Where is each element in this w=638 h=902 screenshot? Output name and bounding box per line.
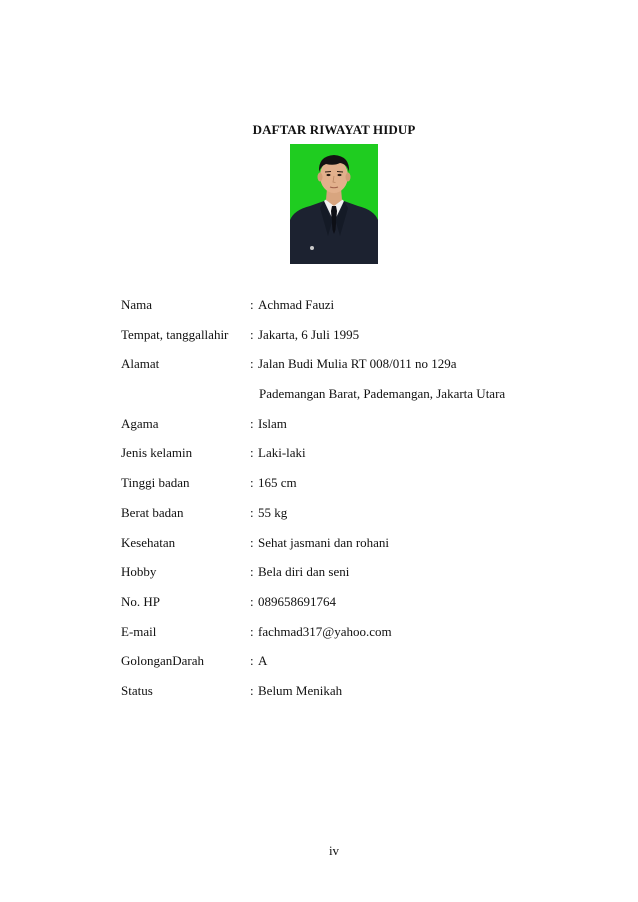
field-row-tinggi-badan [121, 468, 601, 498]
field-value: Jalan Budi Mulia RT 008/011 no 129a [258, 356, 457, 372]
field-label: GolonganDarah [121, 653, 205, 669]
biodata-list [121, 290, 601, 706]
field-row-berat-badan [121, 498, 601, 528]
profile-photo [290, 144, 378, 264]
field-row-status [121, 676, 601, 706]
field-row-nama [121, 290, 601, 320]
field-separator: : [250, 297, 254, 312]
field-separator: : [250, 653, 254, 669]
field-separator: : [250, 593, 254, 609]
field-row-kesehatan [121, 528, 601, 558]
page-number: iv [328, 843, 340, 858]
field-label: Berat badan [121, 504, 184, 520]
field-separator: : [250, 415, 254, 431]
person-portrait-icon [290, 144, 378, 264]
field-separator: : [250, 534, 254, 550]
field-label: Kesehatan [121, 534, 176, 550]
field-value: Sehat jasmani dan rohani [258, 534, 390, 550]
field-label: Tinggi badan [121, 475, 190, 491]
field-row-tempat-tanggal-lahir [121, 320, 601, 350]
field-value: 55 kg [258, 504, 288, 520]
field-separator: : [250, 356, 254, 372]
field-label: Alamat [121, 356, 160, 372]
field-label: Status [121, 682, 153, 698]
field-value: Bela diri dan seni [258, 564, 350, 580]
field-value: Belum Menikah [258, 682, 343, 698]
document-title: DAFTAR RIWAYAT HIDUP [252, 122, 416, 137]
field-row-alamat [121, 349, 601, 379]
field-separator: : [250, 326, 254, 342]
field-value: fachmad317@yahoo.com [258, 623, 392, 639]
field-value: Jakarta, 6 Juli 1995 [258, 326, 360, 342]
field-label: No. HP [121, 593, 161, 609]
field-value: 165 cm [258, 475, 297, 491]
field-row-jenis-kelamin [121, 438, 601, 468]
field-value: 089658691764 [258, 593, 336, 609]
field-row-hobby [121, 557, 601, 587]
field-label: Jenis kelamin [121, 445, 193, 461]
field-separator: : [250, 475, 254, 491]
field-label: Nama [121, 297, 153, 312]
field-separator: : [250, 623, 254, 639]
field-row-no-hp [121, 587, 601, 617]
field-row-email [121, 617, 601, 647]
field-row-agama [121, 409, 601, 439]
field-separator: : [250, 682, 254, 698]
field-label: Hobby [121, 564, 157, 580]
field-value: Achmad Fauzi [258, 297, 335, 312]
field-label: Tempat, tanggallahir [121, 326, 229, 342]
field-row-alamat-continuation [121, 379, 601, 409]
field-row-golongan-darah [121, 646, 601, 676]
field-value: Pademangan Barat, Pademangan, Jakarta Utara [259, 386, 506, 402]
field-value: Laki-laki [258, 445, 306, 461]
field-separator: : [250, 445, 254, 461]
field-label: Agama [121, 415, 159, 431]
field-value: Islam [258, 415, 287, 431]
field-value: A [258, 653, 268, 669]
field-separator: : [250, 564, 254, 580]
field-separator: : [250, 504, 254, 520]
field-label: E-mail [121, 623, 157, 639]
